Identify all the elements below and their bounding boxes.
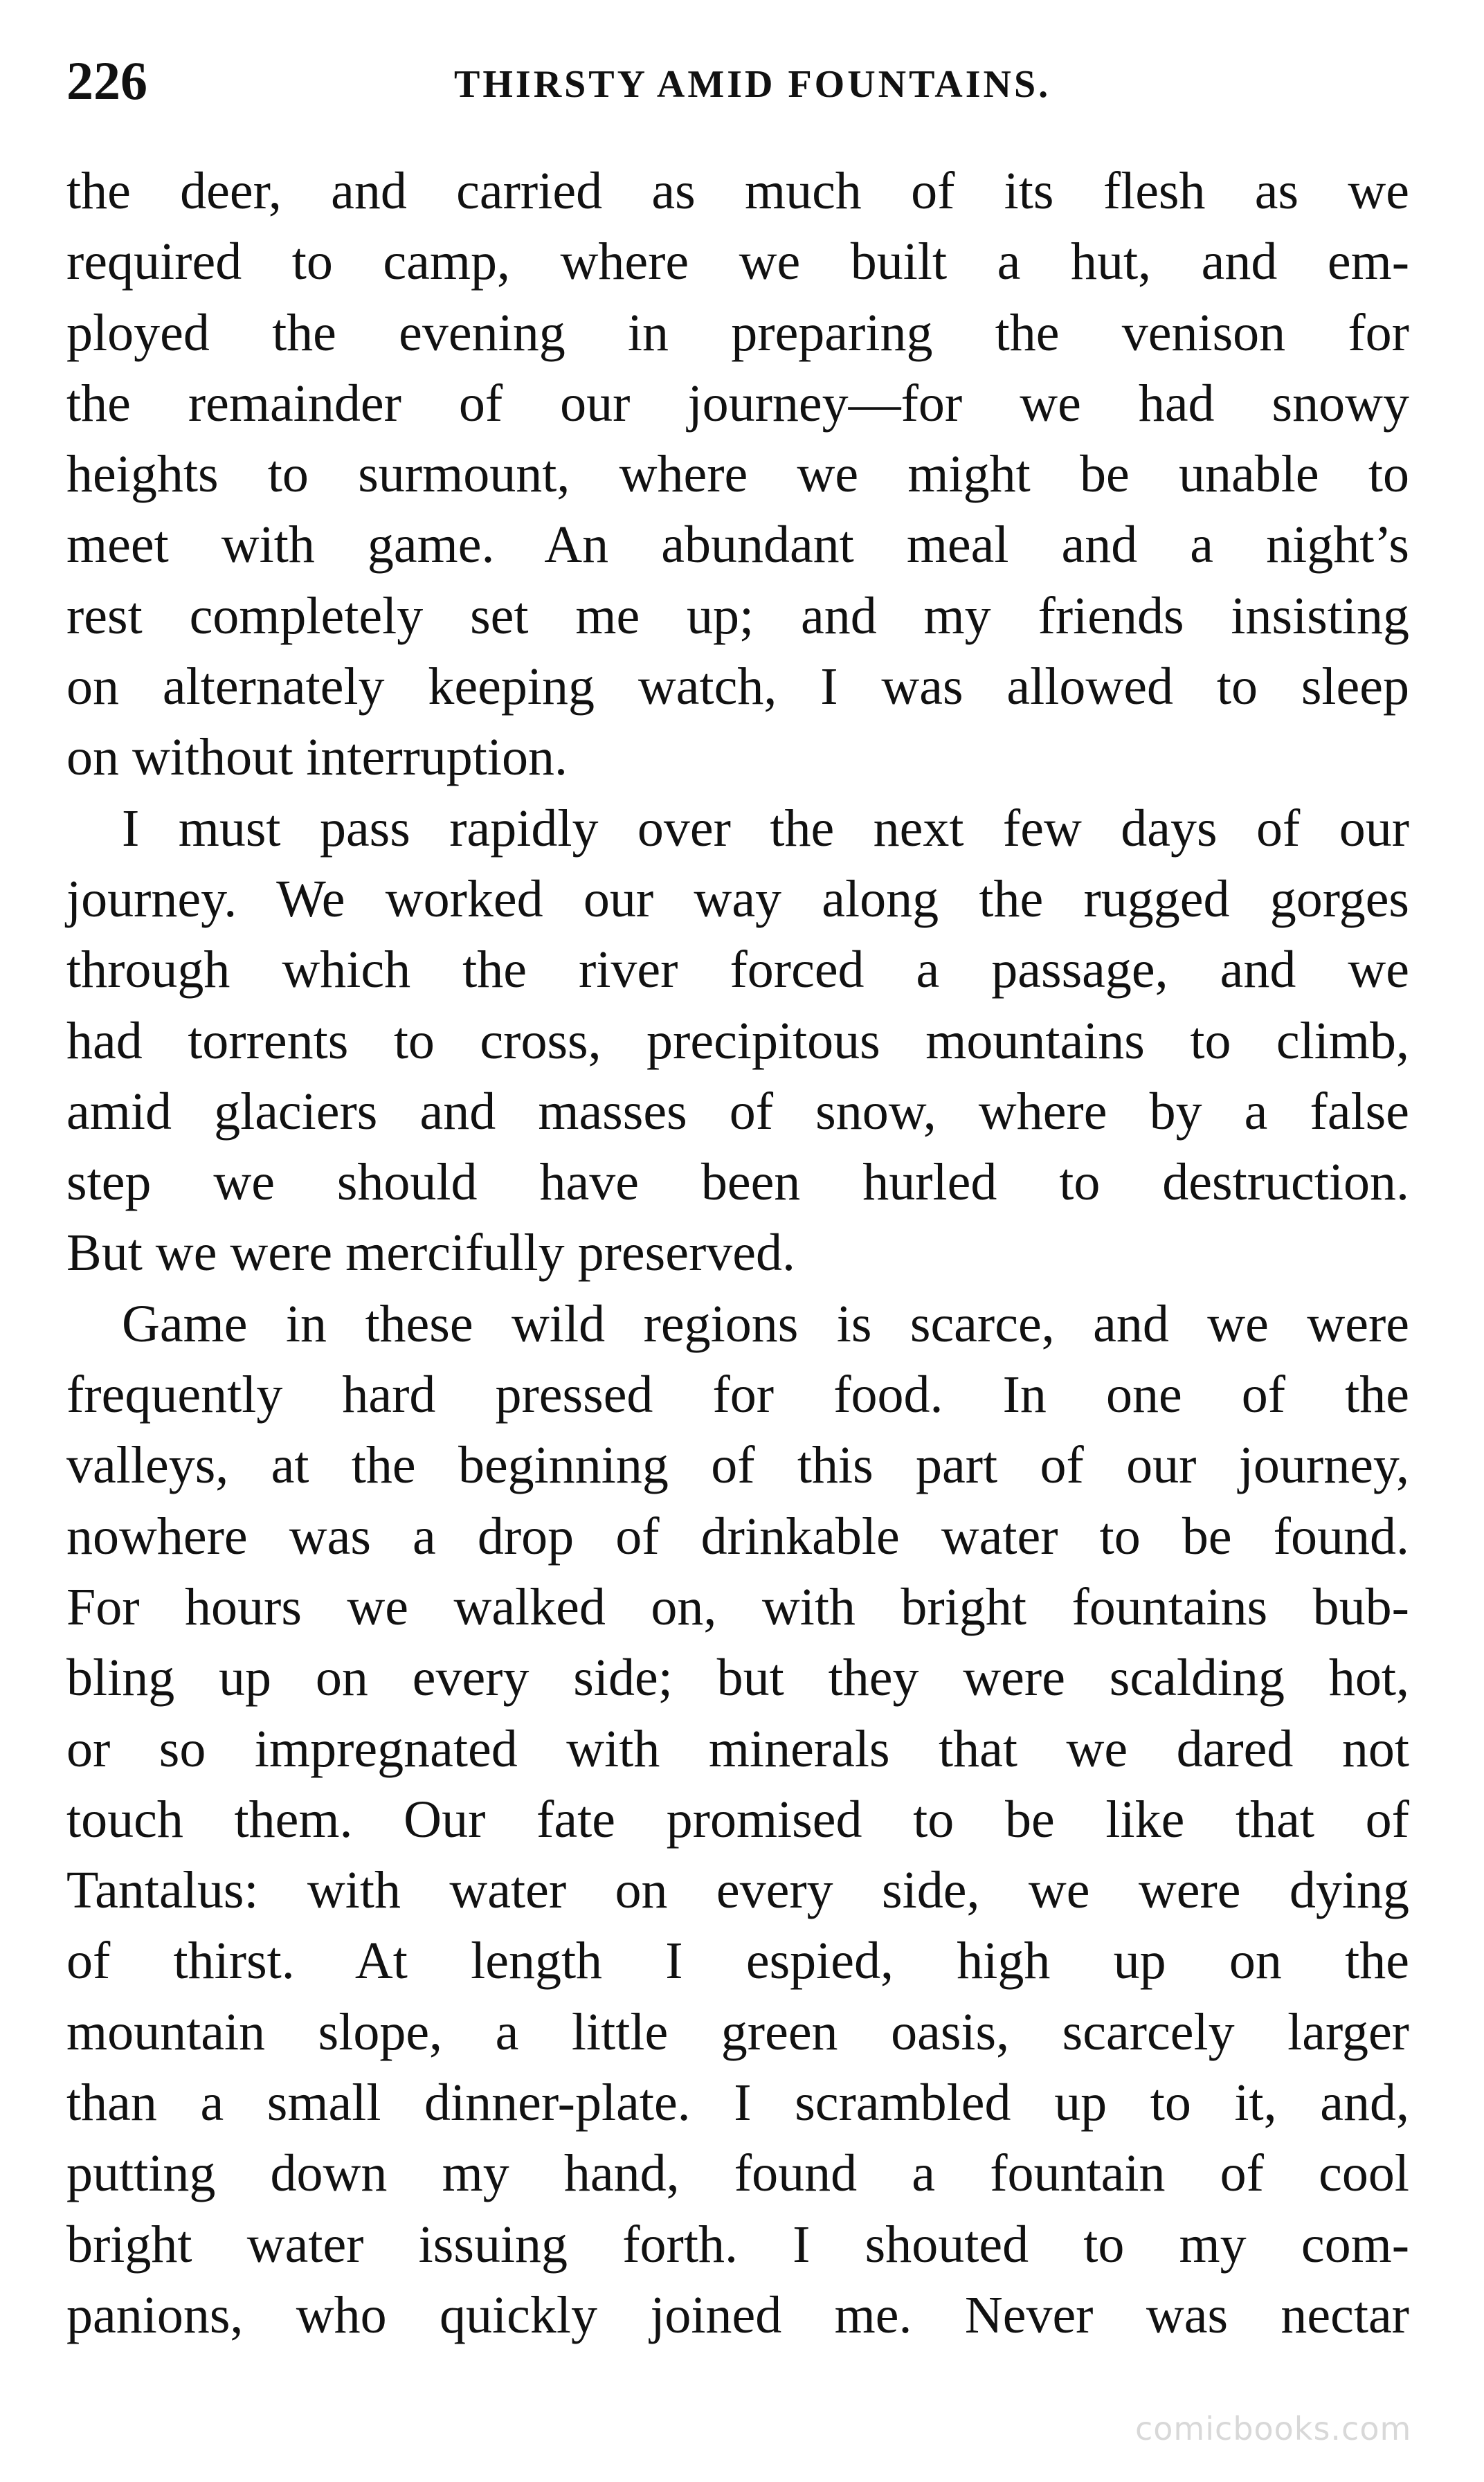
text-line: through which the river forced a passage, and we — [66, 941, 1409, 999]
page-header — [66, 50, 1409, 126]
text-line: amid glaciers and masses of snow, where by a false — [66, 1082, 1409, 1141]
text-line: on without interruption. — [66, 728, 568, 787]
text-line: But we were mercifully preserved. — [66, 1224, 796, 1283]
text-line: nowhere was a drop of drinkable water to be found. — [66, 1507, 1409, 1566]
text-line: mountain slope, a little green oasis, scarcely larger — [66, 2002, 1409, 2061]
text-line: Tantalus: with water on every side, we were dying — [66, 1861, 1409, 1920]
text-line: For hours we walked on, with bright fountains bub- — [66, 1577, 1409, 1636]
text-line: I must pass rapidly over the next few days of our — [122, 799, 1409, 858]
text-line: the remainder of our journey—for we had snowy — [66, 374, 1409, 433]
text-line: meet with game. An abundant meal and a night’s — [66, 516, 1409, 574]
text-line: rest completely set me up; and my friends insisting — [66, 586, 1409, 645]
text-line: the deer, and carried as much of its flesh as we — [66, 162, 1409, 220]
text-line: putting down my hand, found a fountain of cool — [66, 2144, 1409, 2203]
text-line: ployed the evening in preparing the venison for — [66, 303, 1409, 362]
text-line: step we should have been hurled to destruction. — [66, 1153, 1409, 1212]
text-line: required to camp, where we built a hut, and em- — [66, 233, 1409, 291]
body-text — [66, 156, 1409, 2350]
text-line: touch them. Our fate promised to be like that of — [66, 1790, 1409, 1849]
text-line: than a small dinner-plate. I scrambled up to it, and, — [66, 2074, 1409, 2132]
running-head: THIRSTY AMID FOUNTAINS. — [454, 63, 1051, 106]
text-line: bright water issuing forth. I shouted to my com- — [66, 2215, 1409, 2274]
text-line: heights to surmount, where we might be unable to — [66, 445, 1409, 504]
text-line: on alternately keeping watch, I was allowed to sleep — [66, 658, 1409, 716]
text-line: had torrents to cross, precipitous mountains to climb, — [66, 1011, 1409, 1070]
text-line: of thirst. At length I espied, high up on the — [66, 1932, 1409, 1991]
text-line: journey. We worked our way along the rugged gorges — [66, 869, 1409, 928]
text-line: or so impregnated with minerals that we dared not — [66, 1719, 1409, 1778]
page-number: 226 — [66, 51, 147, 111]
text-line: valleys, at the beginning of this part of our journey, — [66, 1436, 1409, 1495]
text-line: panions, who quickly joined me. Never was nectar — [66, 2285, 1409, 2344]
text-line: bling up on every side; but they were scalding hot, — [66, 1649, 1409, 1707]
text-line: Game in these wild regions is scarce, and we were — [122, 1294, 1409, 1353]
watermark: comicbooks.com — [1135, 2410, 1412, 2447]
text-line: frequently hard pressed for food. In one of the — [66, 1366, 1409, 1424]
